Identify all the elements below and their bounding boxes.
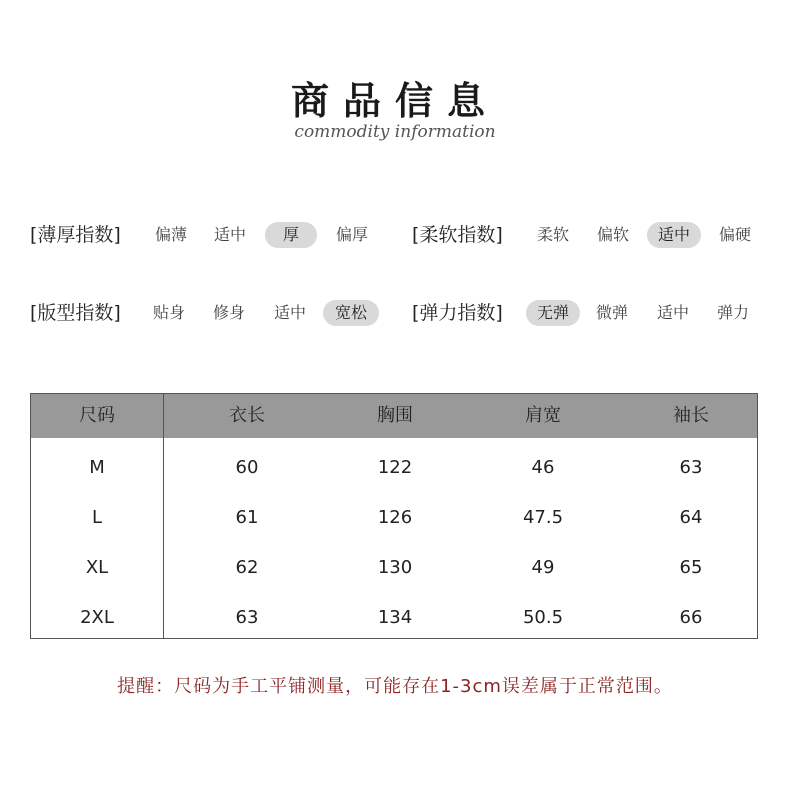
header-cell: 胸围 [377,405,413,426]
thickness-option: 偏薄 [154,225,187,244]
softness-option: 柔软 [536,225,569,244]
softness-option-selected: 适中 [647,222,701,248]
fit-index-label: [版型指数] [30,302,121,324]
table-cell: 64 [679,507,703,528]
table-cell: 130 [377,557,413,578]
elasticity-option: 适中 [656,303,689,322]
softness-option: 偏软 [596,225,629,244]
table-cell: 49 [531,557,555,578]
thickness-option-selected: 厚 [265,222,317,248]
elasticity-option: 微弹 [595,303,628,322]
fit-option: 贴身 [152,303,185,322]
table-cell: 65 [679,557,703,578]
page-title: 商品信息 [290,79,499,123]
table-cell: 47.5 [522,507,564,528]
thickness-option: 偏厚 [335,225,368,244]
table-cell: 134 [377,607,413,628]
elasticity-option: 弹力 [716,303,749,322]
header-cell: 尺码 [79,405,115,426]
table-cell: 60 [235,457,259,478]
page-subtitle: commodity information [294,122,496,142]
table-cell: L [91,507,103,528]
thickness-index-label: [薄厚指数] [30,224,121,246]
elasticity-index [0,298,790,328]
table-cell: 2XL [80,607,114,628]
header-cell: 袖长 [673,405,709,426]
elasticity-option-selected: 无弹 [526,300,580,326]
fit-option-selected: 宽松 [323,300,379,326]
table-cell: XL [85,557,109,578]
table-cell: 122 [377,457,413,478]
table-cell: 126 [377,507,413,528]
table-cell: 63 [235,607,259,628]
table-cell: 61 [235,507,259,528]
softness-index [0,220,790,250]
table-cell: 46 [531,457,555,478]
elasticity-index-label: [弹力指数] [412,302,503,324]
header-cell: 衣长 [229,405,265,426]
column-divider [163,394,164,638]
table-cell: 50.5 [522,607,564,628]
softness-index-label: [柔软指数] [412,224,503,246]
size-table [30,393,758,639]
fit-option: 适中 [273,303,306,322]
fit-option: 修身 [212,303,245,322]
table-cell: M [89,457,105,478]
table-cell: 62 [235,557,259,578]
header-cell: 肩宽 [525,405,561,426]
table-cell: 63 [679,457,703,478]
softness-option: 偏硬 [718,225,751,244]
table-cell: 66 [679,607,703,628]
thickness-option: 适中 [213,225,246,244]
measurement-note: 提醒：尺码为手工平铺测量，可能存在1-3cm误差属于正常范围。 [117,676,673,697]
